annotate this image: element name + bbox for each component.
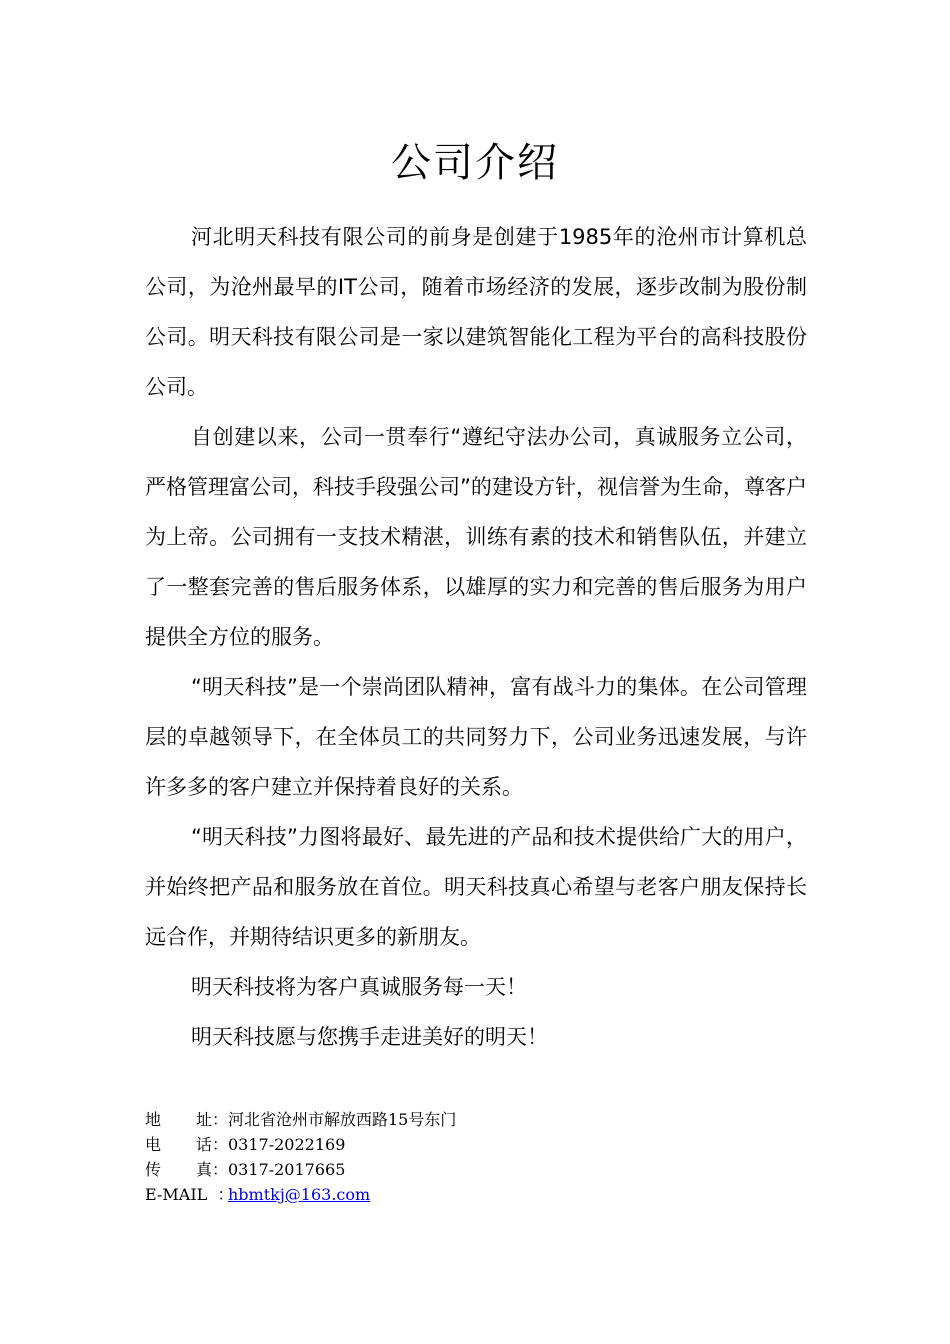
contact-info [145,1107,765,1207]
paragraph-team: “明天科技”是一个崇尚团队精神，富有战斗力的集体。在公司管理层的卓越领导下，在全体员工的共同努力下，公司业务迅速发展，与许许多多的客户建立并保持着良好的关系。 [145,675,807,799]
email-link[interactable]: hbmtkj@163.com [228,1185,371,1204]
email-label: E-MAIL ： [145,1185,234,1204]
slogan-service: 明天科技将为客户真诚服务每一天！ [191,975,527,999]
page-title: 公司介绍 [391,140,559,186]
company-description [145,212,807,1062]
slogan-future: 明天科技愿与您携手走进美好的明天！ [191,1025,548,1049]
paragraph-history: 河北明天科技有限公司的前身是创建于1985年的沧州市计算机总公司，为沧州最早的IT公司，随着市场经济的发展，逐步改制为股份制公司。明天科技有限公司是一家以建筑智能化工程为平台的高科技股份公司。 [145,225,807,399]
address-label: 地 址： [145,1110,228,1129]
paragraph-principles: 自创建以来，公司一贯奉行“遵纪守法办公司，真诚服务立公司，严格管理富公司，科技手段强公司”的建设方针，视信誉为生命，尊客户为上帝。公司拥有一支技术精湛，训练有素的技术和销售队伍，并建立了一整套完善的售后服务体系，以雄厚的实力和完善的售后服务为用户提供全方位的服务。 [145,425,807,649]
fax-value: 0317-2017665 [228,1160,346,1179]
paragraph-commitment: “明天科技”力图将最好、最先进的产品和技术提供给广大的用户，并始终把产品和服务放在首位。明天科技真心希望与老客户朋友保持长远合作，并期待结识更多的新朋友。 [145,825,807,949]
phone-label: 电 话： [145,1135,228,1154]
contact-address-row [145,1107,765,1132]
contact-phone-row [145,1132,765,1157]
phone-value: 0317-2022169 [228,1135,346,1154]
contact-fax-row [145,1157,765,1182]
contact-email-row [145,1182,765,1207]
address-value: 河北省沧州市解放西路15号东门 [228,1110,457,1129]
fax-label: 传 真： [145,1160,228,1179]
